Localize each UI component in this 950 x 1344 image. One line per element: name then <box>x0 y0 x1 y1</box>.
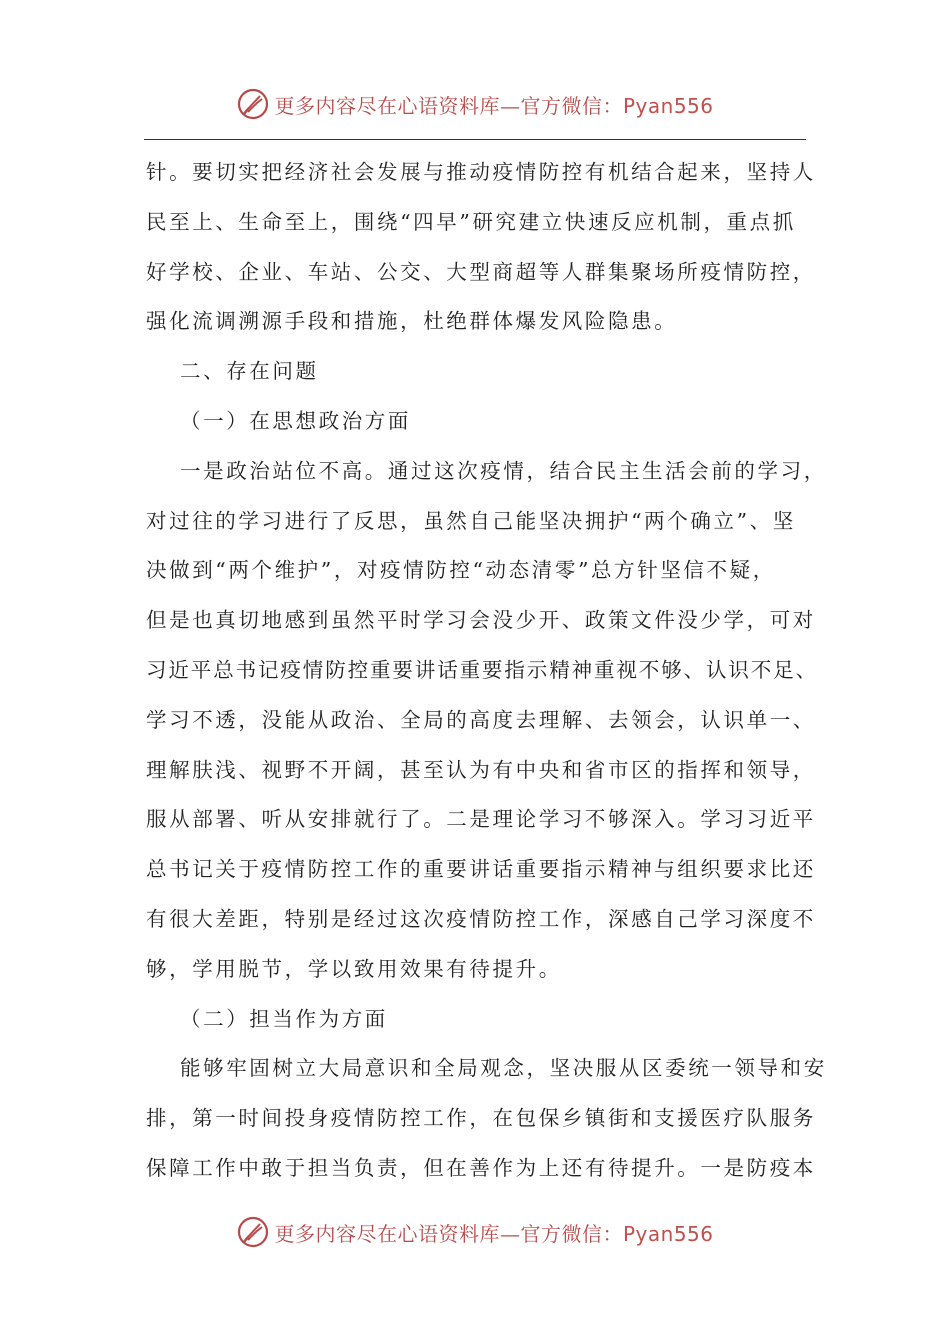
footer-wechat-id: Pyan556 <box>622 1221 714 1246</box>
header-watermark-text: 更多内容尽在心语资料库—官方微信：Pyan556 <box>274 93 714 118</box>
body-line: 强化流调溯源手段和措施，杜绝群体爆发风险隐患。 <box>146 309 678 334</box>
footer-watermark-banner <box>0 1212 950 1252</box>
subsection-heading: （二）担当作为方面 <box>180 1006 388 1031</box>
body-line: 民至上、生命至上，围绕“四早”研究建立快速反应机制，重点抓 <box>146 209 796 234</box>
body-line: 针。要切实把经济社会发展与推动疫情防控有机结合起来，坚持人 <box>146 160 816 184</box>
document-body <box>146 148 827 1194</box>
section-heading: 二、存在问题 <box>180 359 319 384</box>
body-line: 排，第一时间投身疫情防控工作，在包保乡镇街和支援医疗队服务 <box>146 1106 816 1131</box>
body-line: 决做到“两个维护”，对疫情防控“动态清零”总方针坚信不疑， <box>146 558 776 583</box>
header-wechat-id: Pyan556 <box>622 93 714 118</box>
subsection-heading: （一）在思想政治方面 <box>180 408 411 433</box>
body-line: 学习不透，没能从政治、全局的高度去理解、去领会，认识单一、 <box>146 707 816 732</box>
paragraph-first-line: 能够牢固树立大局意识和全局观念，坚决服从区委统一领导和安 <box>180 1056 827 1081</box>
body-line: 服从部署、听从安排就行了。二是理论学习不够深入。学习习近平 <box>146 807 816 832</box>
paragraph-first-line: 一是政治站位不高。通过这次疫情，结合民主生活会前的学习， <box>180 458 827 483</box>
body-line: 有很大差距，特别是经过这次疫情防控工作，深感自己学习深度不 <box>146 906 816 931</box>
body-line: 理解肤浅、视野不开阔，甚至认为有中央和省市区的指挥和领导， <box>146 757 816 782</box>
footer-watermark-text: 更多内容尽在心语资料库—官方微信：Pyan556 <box>274 1221 714 1246</box>
header-rule <box>144 139 806 140</box>
body-line: 习近平总书记疫情防控重要讲话重要指示精神重视不够、认识不足、 <box>146 657 818 682</box>
body-line: 够，学用脱节，学以致用效果有待提升。 <box>146 956 562 981</box>
body-line: 好学校、企业、车站、公交、大型商超等人群集聚场所疫情防控， <box>146 259 816 284</box>
quill-logo-icon <box>236 1215 270 1249</box>
quill-logo-icon <box>236 87 270 121</box>
body-line: 对过往的学习进行了反思，虽然自己能坚决拥护“两个确立”、坚 <box>146 508 796 533</box>
body-line: 保障工作中敢于担当负责，但在善作为上还有待提升。一是防疫本 <box>146 1155 816 1180</box>
body-line: 但是也真切地感到虽然平时学习会没少开、政策文件没少学，可对 <box>146 608 816 633</box>
body-line: 总书记关于疫情防控工作的重要讲话重要指示精神与组织要求比还 <box>146 857 816 882</box>
header-watermark-banner <box>0 84 950 124</box>
